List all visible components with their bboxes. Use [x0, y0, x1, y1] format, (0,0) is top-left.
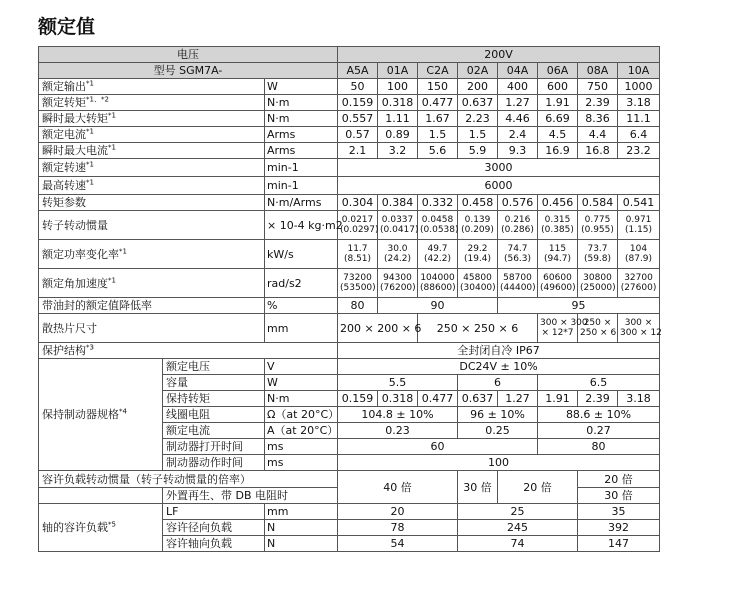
- value-cell: 1.27: [498, 391, 538, 407]
- unit-cell: min-1: [265, 177, 338, 195]
- value-cell: 3.2: [378, 143, 418, 159]
- value-cell: 95: [498, 298, 660, 314]
- sub-label: 容量: [163, 375, 265, 391]
- sub-label: LF: [163, 504, 265, 520]
- value-cell: 78: [338, 520, 458, 536]
- table-row: [39, 127, 660, 143]
- value-cell: 6.5: [538, 375, 660, 391]
- value-cell: 30800 (25000): [578, 269, 618, 298]
- value-cell: 0.159: [338, 391, 378, 407]
- value-cell: 11.1: [618, 111, 660, 127]
- value-cell: 25: [458, 504, 578, 520]
- sub-label: 制动器动作时间: [163, 455, 265, 471]
- value-cell: 0.318: [378, 95, 418, 111]
- value-cell: 0.637: [458, 95, 498, 111]
- value-cell: 0.216 (0.286): [498, 211, 538, 240]
- value-cell: 45800 (30400): [458, 269, 498, 298]
- value-cell: 0.775 (0.955): [578, 211, 618, 240]
- unit-cell: %: [265, 298, 338, 314]
- model-cell: 04A: [498, 63, 538, 79]
- value-cell: 300 × 300 × 12*7: [538, 314, 578, 343]
- value-cell: 4.4: [578, 127, 618, 143]
- unit-cell: min-1: [265, 159, 338, 177]
- value-cell: 73.7 (59.8): [578, 240, 618, 269]
- table-row: [39, 211, 660, 240]
- row-label: 轴的容许负载$^{*5}$: [39, 504, 163, 552]
- value-cell: 115 (94.7): [538, 240, 578, 269]
- row-label: 保护结构$^{*3}$: [39, 343, 338, 359]
- value-cell: 90: [378, 298, 498, 314]
- value-cell: 5.5: [338, 375, 458, 391]
- page-title: 额定值: [38, 16, 96, 38]
- unit-cell: V: [265, 359, 338, 375]
- value-cell: 16.9: [538, 143, 578, 159]
- value-cell: 245: [458, 520, 578, 536]
- value-cell: 0.0337 (0.0417): [378, 211, 418, 240]
- value-cell: 58700 (44400): [498, 269, 538, 298]
- unit-cell: N: [265, 520, 338, 536]
- unit-cell: W: [265, 375, 338, 391]
- value-cell: 2.23: [458, 111, 498, 127]
- value-cell: 0.57: [338, 127, 378, 143]
- value-cell: 50: [338, 79, 378, 95]
- value-cell: 0.304: [338, 195, 378, 211]
- sub-label: 容许径向负载: [163, 520, 265, 536]
- value-cell: 400: [498, 79, 538, 95]
- value-cell: 0.318: [378, 391, 418, 407]
- value-cell: 4.5: [538, 127, 578, 143]
- row-label: 转矩参数: [39, 195, 265, 211]
- value-cell: 1.27: [498, 95, 538, 111]
- value-cell: 40 倍: [338, 471, 458, 504]
- unit-cell: Arms: [265, 143, 338, 159]
- value-cell: 8.36: [578, 111, 618, 127]
- value-cell: 74: [458, 536, 578, 552]
- sub-label: 保持转矩: [163, 391, 265, 407]
- model-cell: 08A: [578, 63, 618, 79]
- value-cell: 104 (87.9): [618, 240, 660, 269]
- table-row: [39, 269, 660, 298]
- unit-cell: Ω（at 20°C）: [265, 407, 338, 423]
- value-cell: 0.541: [618, 195, 660, 211]
- model-cell: 01A: [378, 63, 418, 79]
- unit-cell: × 10-4 kg·m2: [265, 211, 338, 240]
- sub-label: 额定电压: [163, 359, 265, 375]
- value-cell: 100: [378, 79, 418, 95]
- table-row: [39, 298, 660, 314]
- value-cell: 150: [418, 79, 458, 95]
- unit-cell: rad/s2: [265, 269, 338, 298]
- value-cell: DC24V ± 10%: [338, 359, 660, 375]
- value-cell: 1.91: [538, 95, 578, 111]
- value-cell: 94300 (76200): [378, 269, 418, 298]
- table-row: [39, 240, 660, 269]
- row-label: 带油封的额定值降低率: [39, 298, 265, 314]
- value-cell: 6.69: [538, 111, 578, 127]
- unit-cell: N·m/Arms: [265, 195, 338, 211]
- row-label: 额定功率变化率$^{*1}$: [39, 240, 265, 269]
- value-cell: 104000 (88600): [418, 269, 458, 298]
- value-cell: 20: [338, 504, 458, 520]
- table-row: [39, 159, 660, 177]
- value-cell: 0.584: [578, 195, 618, 211]
- value-cell: 0.458: [458, 195, 498, 211]
- table-row: [39, 79, 660, 95]
- row-label: 保持制动器规格$^{*4}$: [39, 359, 163, 471]
- unit-cell: ms: [265, 439, 338, 455]
- value-cell: 80: [538, 439, 660, 455]
- table-row: [39, 195, 660, 211]
- value-cell: 23.2: [618, 143, 660, 159]
- value-cell: 1.91: [538, 391, 578, 407]
- value-cell: 2.39: [578, 95, 618, 111]
- voltage-label: 电压: [39, 47, 338, 63]
- value-cell: 30 倍: [458, 471, 498, 504]
- value-cell: 392: [578, 520, 660, 536]
- value-cell: 16.8: [578, 143, 618, 159]
- value-cell: 60: [338, 439, 538, 455]
- value-cell: 0.89: [378, 127, 418, 143]
- table-row: [39, 314, 660, 343]
- value-cell: 0.557: [338, 111, 378, 127]
- model-cell: 06A: [538, 63, 578, 79]
- value-cell: 147: [578, 536, 660, 552]
- value-cell: 1.5: [418, 127, 458, 143]
- value-cell: 2.1: [338, 143, 378, 159]
- value-cell: 0.0217 (0.0297): [338, 211, 378, 240]
- unit-cell: N·m: [265, 95, 338, 111]
- value-cell: 2.4: [498, 127, 538, 143]
- table-row: [39, 95, 660, 111]
- unit-cell: mm: [265, 314, 338, 343]
- row-label: 瞬时最大电流$^{*1}$: [39, 143, 265, 159]
- value-cell: 5.6: [418, 143, 458, 159]
- value-cell: 3.18: [618, 391, 660, 407]
- value-cell: 0.332: [418, 195, 458, 211]
- rating-table: [38, 46, 660, 552]
- unit-cell: A（at 20°C）: [265, 423, 338, 439]
- value-cell: 300 × 300 × 12: [618, 314, 660, 343]
- sub-label: 线圈电阻: [163, 407, 265, 423]
- row-label: 额定转速$^{*1}$: [39, 159, 265, 177]
- value-cell: 32700 (27600): [618, 269, 660, 298]
- value-cell: 29.2 (19.4): [458, 240, 498, 269]
- value-cell: 4.46: [498, 111, 538, 127]
- value-cell: 104.8 ± 10%: [338, 407, 458, 423]
- value-cell: 1.5: [458, 127, 498, 143]
- value-cell: 20 倍: [498, 471, 578, 504]
- value-cell: 60600 (49600): [538, 269, 578, 298]
- sub-label: 容许轴向负载: [163, 536, 265, 552]
- sub-label: 额定电流: [163, 423, 265, 439]
- value-cell: 54: [338, 536, 458, 552]
- table-row: [39, 111, 660, 127]
- value-cell: 全封闭自冷 IP67: [338, 343, 660, 359]
- row-label: 额定转矩$^{*1、*2}$: [39, 95, 265, 111]
- value-cell: 96 ± 10%: [458, 407, 538, 423]
- value-cell: 20 倍: [578, 471, 660, 488]
- value-cell: 6: [458, 375, 538, 391]
- table-row: [39, 177, 660, 195]
- row-label: 转子转动惯量: [39, 211, 265, 240]
- value-cell: 0.315 (0.385): [538, 211, 578, 240]
- value-cell: 5.9: [458, 143, 498, 159]
- value-cell: 750: [578, 79, 618, 95]
- value-cell: 30.0 (24.2): [378, 240, 418, 269]
- value-cell: 49.7 (42.2): [418, 240, 458, 269]
- value-cell: 73200 (53500): [338, 269, 378, 298]
- value-cell: 0.25: [458, 423, 538, 439]
- value-cell: 9.3: [498, 143, 538, 159]
- unit-cell: kW/s: [265, 240, 338, 269]
- value-cell: 3.18: [618, 95, 660, 111]
- value-cell: 1.67: [418, 111, 458, 127]
- row-label: 散热片尺寸: [39, 314, 265, 343]
- value-cell: 88.6 ± 10%: [538, 407, 660, 423]
- value-cell: 100: [338, 455, 660, 471]
- voltage-value: 200V: [338, 47, 660, 63]
- value-cell: 0.23: [338, 423, 458, 439]
- voltage-header-row: [39, 47, 660, 63]
- row-label: 额定输出$^{*1}$: [39, 79, 265, 95]
- value-cell: 0.0458 (0.0538): [418, 211, 458, 240]
- value-cell: 0.456: [538, 195, 578, 211]
- value-cell: 200: [458, 79, 498, 95]
- unit-cell: N·m: [265, 391, 338, 407]
- row-label: 瞬时最大转矩$^{*1}$: [39, 111, 265, 127]
- value-cell: 250 × 250 × 6: [578, 314, 618, 343]
- row-label: 最高转速$^{*1}$: [39, 177, 265, 195]
- value-cell: 0.159: [338, 95, 378, 111]
- unit-cell: N·m: [265, 111, 338, 127]
- value-cell: 6000: [338, 177, 660, 195]
- value-cell: 0.27: [538, 423, 660, 439]
- model-cell: 02A: [458, 63, 498, 79]
- value-cell: 35: [578, 504, 660, 520]
- value-cell: 0.384: [378, 195, 418, 211]
- value-cell: 74.7 (56.3): [498, 240, 538, 269]
- value-cell: 0.637: [458, 391, 498, 407]
- value-cell: 0.576: [498, 195, 538, 211]
- model-label: 型号 SGM7A-: [39, 63, 338, 79]
- value-cell: 200 × 200 × 6: [338, 314, 418, 343]
- value-cell: 11.7 (8.51): [338, 240, 378, 269]
- value-cell: 0.477: [418, 95, 458, 111]
- value-cell: 0.139 (0.209): [458, 211, 498, 240]
- model-cell: 10A: [618, 63, 660, 79]
- model-cell: C2A: [418, 63, 458, 79]
- value-cell: 2.39: [578, 391, 618, 407]
- unit-cell: ms: [265, 455, 338, 471]
- unit-cell: N: [265, 536, 338, 552]
- value-cell: 1.11: [378, 111, 418, 127]
- model-header-row: [39, 63, 660, 79]
- table-row: [39, 471, 660, 488]
- value-cell: 600: [538, 79, 578, 95]
- model-cell: A5A: [338, 63, 378, 79]
- sub-label: 制动器打开时间: [163, 439, 265, 455]
- value-cell: 1000: [618, 79, 660, 95]
- table-row: [39, 343, 660, 359]
- value-cell: 6.4: [618, 127, 660, 143]
- value-cell: 0.971 (1.15): [618, 211, 660, 240]
- value-cell: 30 倍: [578, 488, 660, 504]
- row-label: 额定角加速度$^{*1}$: [39, 269, 265, 298]
- value-cell: 80: [338, 298, 378, 314]
- unit-cell: Arms: [265, 127, 338, 143]
- sub-label: 外置再生、带 DB 电阻时: [163, 488, 338, 504]
- table-row: [39, 143, 660, 159]
- value-cell: 3000: [338, 159, 660, 177]
- value-cell: 250 × 250 × 6: [418, 314, 538, 343]
- row-label: 容许负载转动惯量（转子转动惯量的倍率）: [39, 471, 338, 488]
- unit-cell: mm: [265, 504, 338, 520]
- table-row: [39, 504, 660, 520]
- unit-cell: W: [265, 79, 338, 95]
- value-cell: 0.477: [418, 391, 458, 407]
- table-row: [39, 359, 660, 375]
- row-label: 额定电流$^{*1}$: [39, 127, 265, 143]
